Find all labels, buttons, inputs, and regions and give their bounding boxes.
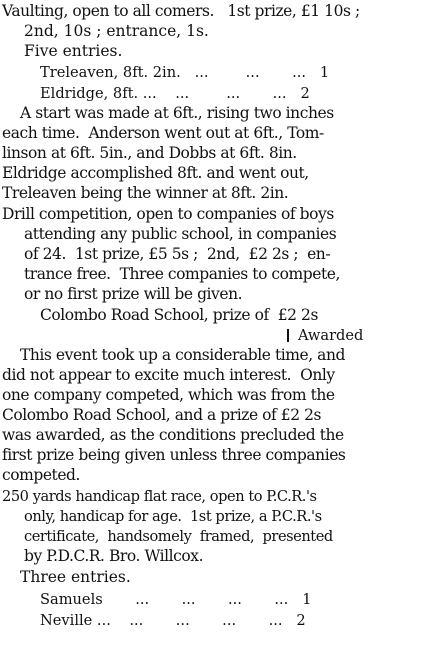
report-line: each time. Anderson went out at 6ft., Tom- (2, 124, 324, 142)
column-rule (287, 329, 289, 342)
drill-heading: or no first prize will be given. (24, 285, 243, 303)
vaulting-prizes: 2nd, 10s ; entrance, 1s. (24, 22, 209, 40)
drill-heading: of 24. 1st prize, £5 5s ; 2nd, £2 2s ; en- (24, 245, 331, 263)
drill-heading: Drill competition, open to companies of boys (2, 205, 334, 223)
report-line: Eldridge accomplished 8ft. and went out, (2, 164, 309, 182)
race-heading: only, handicap for age. 1st prize, a P.C.R.'s (24, 508, 322, 525)
race-heading: by P.D.C.R. Bro. Willcox. (24, 547, 204, 565)
report-line: linson at 6ft. 5in., and Dobbs at 6ft. 8in. (2, 144, 297, 162)
award-line: Colombo Road School, prize of £2 2s (40, 306, 318, 324)
report-line: was awarded, as the conditions precluded the (2, 426, 344, 444)
awarded-label: Awarded (298, 327, 364, 344)
drill-heading: trance free. Three companies to compete, (24, 265, 340, 283)
report-line: did not appear to excite much interest. Only (2, 366, 335, 384)
race-heading: 250 yards handicap flat race, open to P.C.R.'s (2, 488, 317, 505)
result-row: Treleaven, 8ft. 2in. ... ... ... 1 (40, 64, 330, 81)
race-entries: Three entries. (20, 568, 131, 586)
report-line: competed. (2, 466, 81, 484)
report-line: Colombo Road School, and a prize of £2 2s (2, 406, 322, 424)
report-line: first prize being given unless three companies (2, 446, 346, 464)
report-line: Treleaven being the winner at 8ft. 2in. (2, 184, 289, 202)
race-heading: certificate, handsomely framed, presented (24, 528, 333, 545)
report-line: one company competed, which was from the (2, 386, 335, 404)
result-row: Samuels ... ... ... ... 1 (40, 591, 312, 608)
report-line: This event took up a considerable time, and (20, 346, 345, 364)
report-line: A start was made at 6ft., rising two inches (20, 104, 334, 122)
result-row: Eldridge, 8ft. ... ... ... ... 2 (40, 85, 310, 102)
vaulting-entries: Five entries. (24, 42, 123, 60)
drill-heading: attending any public school, in companies (24, 225, 337, 243)
result-row: Neville ... ... ... ... ... 2 (40, 612, 306, 629)
vaulting-heading: Vaulting, open to all comers. 1st prize, £1 10s ; (2, 2, 360, 20)
